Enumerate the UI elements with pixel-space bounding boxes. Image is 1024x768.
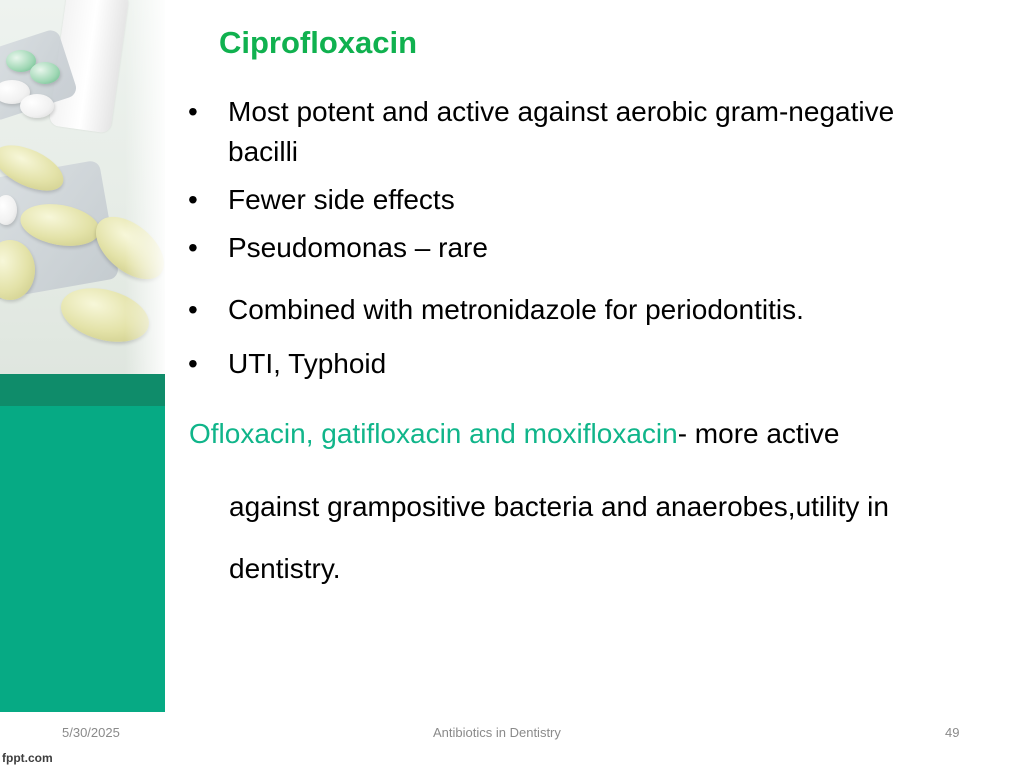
bullet-glyph: • [188, 232, 198, 263]
paragraph-accent-text: Ofloxacin, gatifloxacin and moxifloxacin [189, 418, 678, 449]
bullet-glyph: • [188, 96, 198, 127]
bullet-glyph: • [188, 348, 198, 379]
bullet-text: Combined with metronidazole for periodontitis. [228, 294, 804, 325]
bullet-text: UTI, Typhoid [228, 348, 387, 379]
pill-shape [20, 94, 54, 118]
pill-shape [30, 62, 60, 84]
bullet-item [186, 92, 996, 172]
bullet-item [186, 228, 996, 268]
bullet-text: Pseudomonas – rare [228, 232, 488, 263]
fluoroquinolone-paragraph [189, 414, 989, 454]
pills-photo [0, 0, 165, 374]
slide-title: Ciprofloxacin [219, 25, 418, 60]
bullet-list [186, 92, 996, 384]
bullet-text-continuation: bacilli [228, 136, 299, 167]
bullet-item [186, 344, 996, 384]
paragraph-continuation-line: against grampositive bacteria and anaerobes,utility in [229, 491, 889, 522]
side-strip [0, 406, 165, 712]
paragraph-continuation [229, 476, 1009, 600]
bullet-glyph: • [188, 294, 198, 325]
bullet-item [186, 180, 996, 220]
paragraph-continuation-line: dentistry. [229, 553, 341, 584]
bullet-glyph: • [188, 184, 198, 215]
paragraph-text: - more active [677, 418, 840, 449]
bullet-text: Fewer side effects [228, 184, 455, 215]
photo-fade [125, 0, 165, 374]
page-number: 49 [945, 725, 960, 740]
watermark-text: fppt.com [2, 751, 53, 765]
bullet-item [186, 290, 996, 330]
bullet-text: Most potent and active against aerobic gram-negative [228, 96, 895, 127]
side-strip-dark [0, 374, 165, 406]
footer-title: Antibiotics in Dentistry [433, 725, 561, 740]
footer-date: 5/30/2025 [62, 725, 120, 740]
